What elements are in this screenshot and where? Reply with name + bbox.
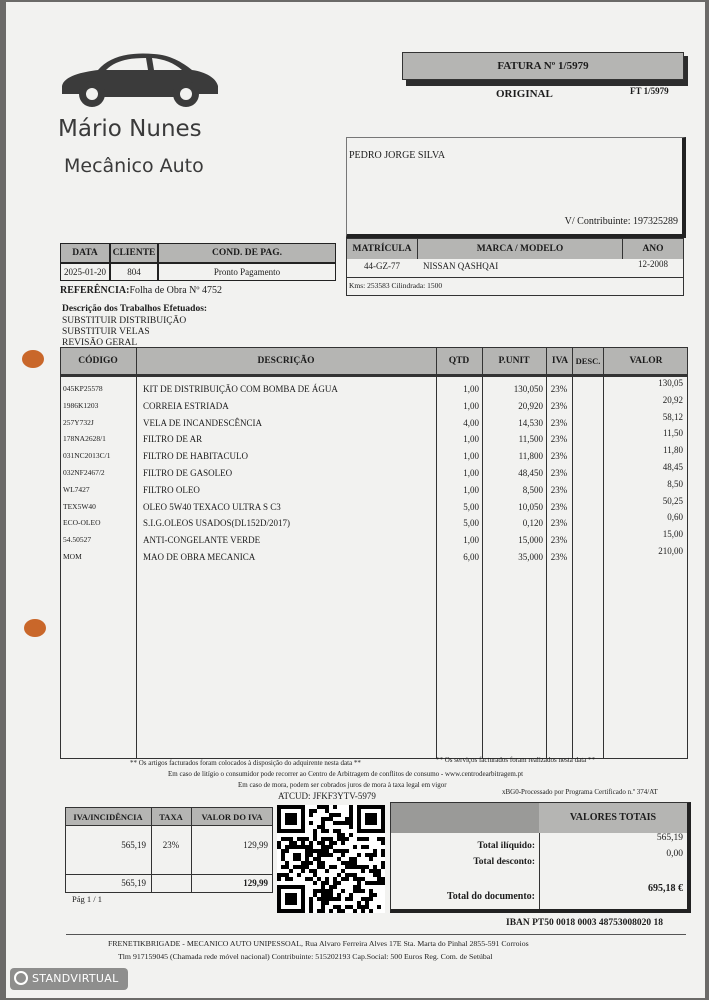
year-value: 12-2008: [638, 259, 668, 269]
cell-iva: 23%: [550, 535, 568, 546]
cell-iva: 23%: [550, 552, 568, 562]
cell-qty: 4,00: [463, 417, 479, 428]
cell-code: TEX5W40: [63, 501, 96, 511]
cell-iva: 23%: [550, 501, 568, 512]
table-row: [61, 529, 687, 549]
total-discount-label: Total desconto:: [473, 857, 535, 867]
client-name: PEDRO JORGE SILVA: [349, 150, 446, 161]
cell-value: 15,00: [662, 529, 683, 540]
binder-hole: [24, 619, 46, 637]
cell-iva: 23%: [550, 468, 568, 478]
cell-unit: 14,530: [518, 417, 543, 428]
cell-code: WL7427: [63, 484, 90, 494]
page-number: Pág 1 / 1: [72, 894, 102, 904]
company-name: Mário Nunes: [58, 116, 202, 142]
cell-qty: 1,00: [463, 468, 479, 478]
table-row: [61, 512, 687, 532]
cell-unit: 11,800: [518, 451, 543, 462]
cell-qty: 1,00: [463, 400, 479, 411]
cell-unit: 130,050: [513, 384, 543, 394]
cell-qty: 6,00: [463, 552, 479, 562]
invoice-title: FATURA Nº 1/5979: [402, 52, 684, 80]
client-header: CLIENTE: [110, 243, 158, 263]
total-doc-value: 695,18 €: [648, 883, 683, 894]
watermark-logo-icon: [14, 971, 28, 985]
vat-total-divider: [66, 874, 272, 875]
table-row: [61, 478, 687, 499]
car-wrench-logo-icon: [54, 46, 222, 114]
cell-value: 20,92: [662, 394, 683, 405]
cell-code: 045KP25578: [63, 384, 103, 393]
vehicle-extra: Kms: 253583 Cilindrada: 1500: [349, 281, 443, 290]
note-services: ** Os serviços facturados foram realizados nesta data **: [436, 756, 595, 764]
work-line: SUBSTITUIR VELAS: [62, 327, 150, 337]
cell-unit: 11,500: [518, 434, 543, 445]
items-table: [60, 347, 688, 759]
binder-hole: [22, 350, 44, 368]
table-row: [61, 394, 687, 415]
cell-desc: VELA DE INCANDESCÊNCIA: [143, 417, 262, 428]
total-discount-value: 0,00: [666, 849, 683, 859]
doc-header-table: [60, 243, 336, 281]
cell-value: 11,50: [663, 428, 683, 439]
invoice-code: FT 1/5979: [630, 86, 669, 96]
vat-amount: 129,99: [243, 840, 268, 850]
cell-unit: 0,120: [522, 518, 543, 529]
work-title: Descrição dos Trabalhos Efetuados:: [62, 304, 208, 314]
plate-value: 44-GZ-77: [364, 261, 400, 271]
cell-desc: FILTRO DE HABITACULO: [143, 451, 248, 462]
totals-divider: [539, 833, 540, 909]
cell-value: 130,05: [658, 378, 683, 388]
cell-unit: 48,450: [518, 468, 543, 478]
col-unit-header: P.UNIT: [498, 356, 530, 366]
note-articles: ** Os artigos facturados foram colocados à disposição do adquirente nesta data **: [130, 759, 361, 767]
cell-code: 54.50527: [63, 535, 92, 545]
col-desc-header: DESCRIÇÃO: [257, 356, 315, 366]
cell-desc: KIT DE DISTRIBUIÇÃO COM BOMBA DE ÁGUA: [143, 384, 338, 394]
model-header: MARCA / MODELO: [418, 239, 623, 259]
reference-value: Folha de Obra Nº 4752: [129, 285, 222, 296]
total-net-value: 565,19: [656, 833, 683, 843]
cell-qty: 1,00: [463, 535, 479, 546]
cell-value: 0,60: [667, 512, 683, 523]
watermark-text: STANDVIRTUAL: [32, 972, 119, 985]
cell-value: 50,25: [662, 495, 683, 506]
cell-code: 257Y732J: [63, 417, 94, 427]
vat-incidence-header: IVA/INCIDÊNCIA: [73, 812, 143, 822]
cell-desc: CORREIA ESTRIADA: [143, 400, 229, 411]
cell-unit: 35,000: [518, 552, 543, 562]
cell-desc: FILTRO DE AR: [143, 434, 203, 445]
footer-rule: [66, 934, 686, 935]
table-row: [61, 378, 687, 398]
total-net-label: Total ilíquido:: [477, 841, 535, 851]
vat-table: [65, 807, 273, 893]
table-row: [61, 462, 687, 482]
cell-qty: 5,00: [463, 518, 479, 529]
cell-iva: 23%: [550, 518, 568, 529]
cell-iva: 23%: [550, 384, 568, 394]
cell-desc: FILTRO DE GASOLEO: [143, 468, 233, 478]
cell-desc: MAO DE OBRA MECANICA: [143, 552, 256, 562]
vat-divider: [151, 808, 152, 892]
watermark-badge: [10, 968, 128, 990]
cell-iva: 23%: [550, 400, 568, 411]
cell-value: 11,80: [663, 445, 683, 456]
atcud: ATCUD: JFKF3YTV-5979: [278, 791, 376, 801]
cell-value: 48,45: [662, 462, 683, 472]
cell-desc: S.I.G.OLEOS USADOS(DL152D/2017): [143, 518, 291, 529]
work-lines: [62, 316, 186, 349]
client-nif: V/ Contribuinte: 197325289: [564, 216, 678, 227]
vehicle-divider: [347, 277, 683, 278]
reference: [60, 285, 222, 296]
vat-base: 565,19: [121, 840, 146, 850]
vat-rate-header: TAXA: [159, 812, 183, 822]
cell-iva: 23%: [550, 484, 568, 495]
vehicle-table: [346, 238, 684, 296]
payment-header: COND. DE PAG.: [158, 243, 336, 263]
year-header: ANO: [623, 239, 683, 259]
cell-desc: FILTRO OLEO: [143, 484, 200, 495]
table-row: [61, 495, 687, 516]
date-value: 2025-01-20: [60, 263, 110, 281]
cell-value: 58,12: [662, 411, 683, 422]
work-line: REVISÃO GERAL: [62, 338, 138, 348]
col-disc-header: DESC.: [575, 356, 601, 366]
table-row: [61, 411, 687, 432]
cell-qty: 1,00: [463, 451, 479, 462]
cell-code: 031NC2013C/1: [63, 451, 111, 461]
cell-qty: 1,00: [463, 434, 479, 445]
col-code-header: CÓDIGO: [78, 356, 118, 366]
footer-line-2: Tlm 917159045 (Chamada rede móvel nacional) Contribuinte: 515202193 Cap.Social: 500 Euros Reg. Com. de Setúbal: [118, 952, 493, 961]
cell-code: 1986K1203: [63, 400, 99, 410]
reference-label: REFERÊNCIA:: [60, 285, 130, 296]
payment-value: Pronto Pagamento: [158, 263, 336, 281]
cell-qty: 1,00: [463, 484, 479, 495]
qr-code: [277, 805, 385, 913]
cell-desc: OLEO 5W40 TEXACO ULTRA S C3: [143, 501, 281, 512]
vat-rate: 23%: [162, 840, 180, 850]
cell-code: MOM: [63, 552, 82, 561]
totals-box: [390, 802, 691, 913]
iban: IBAN PT50 0018 0003 48753008020 18: [506, 918, 664, 928]
col-value-header: VALOR: [629, 356, 663, 366]
cell-value: 210,00: [658, 546, 683, 556]
cell-code: 178NA2628/1: [63, 434, 106, 444]
invoice-paper: [6, 2, 705, 998]
footer-line-1: FRENETIKBRIGADE - MECANICO AUTO UNIPESSOAL, Rua Alvaro Ferreira Alves 17E Sta. Marta do Pinhal 2855-591 Corroios: [108, 939, 529, 948]
item-rows: [61, 378, 687, 744]
cell-code: ECO-OLEO: [63, 518, 101, 528]
vat-value-header: VALOR DO IVA: [201, 812, 263, 822]
cell-code: 032NF2467/2: [63, 468, 105, 477]
cell-value: 8,50: [667, 478, 683, 489]
table-row: [61, 428, 687, 448]
qr-code-icon: [277, 805, 385, 913]
cell-unit: 10,050: [518, 501, 543, 512]
client-box: [346, 137, 686, 238]
cell-unit: 8,500: [522, 484, 543, 495]
cell-unit: 15,000: [518, 535, 543, 546]
cell-iva: 23%: [550, 451, 568, 462]
vat-total-amount: 129,99: [243, 878, 268, 888]
col-qty-header: QTD: [448, 356, 470, 366]
vat-total-base: 565,19: [121, 878, 146, 888]
work-line: SUBSTITUIR DISTRIBUIÇÃO: [62, 316, 187, 326]
total-doc-label: Total do documento:: [447, 891, 535, 902]
totals-title: VALORES TOTAIS: [539, 803, 687, 833]
cell-desc: ANTI-CONGELANTE VERDE: [143, 535, 261, 546]
company-subtitle: Mecânico Auto: [64, 155, 204, 177]
table-row: [61, 546, 687, 566]
date-header: DATA: [60, 243, 110, 263]
totals-corner: [391, 803, 539, 833]
col-iva-header: IVA: [551, 356, 569, 366]
processed-note: xBG0-Processado por Programa Certificado n.º 374/AT: [502, 788, 658, 796]
client-value: 804: [110, 263, 158, 281]
cell-qty: 5,00: [463, 501, 479, 512]
invoice-copy: ORIGINAL: [496, 88, 553, 100]
plate-header: MATRÍCULA: [347, 239, 418, 259]
cell-unit: 20,920: [518, 400, 543, 411]
table-row: [61, 445, 687, 465]
cell-iva: 23%: [550, 434, 568, 445]
note-arbitration: Em caso de litígio o consumidor pode recorrer ao Centro de Arbitragem de conflitos de consumo - www.centrodearbitragem.pt: [168, 770, 524, 778]
cell-iva: 23%: [550, 417, 568, 428]
note-interest: Em caso de mora, podem ser cobrados juros de mora à taxa legal em vigor: [238, 781, 447, 789]
cell-qty: 1,00: [463, 384, 479, 394]
model-value: NISSAN QASHQAI: [423, 261, 499, 271]
